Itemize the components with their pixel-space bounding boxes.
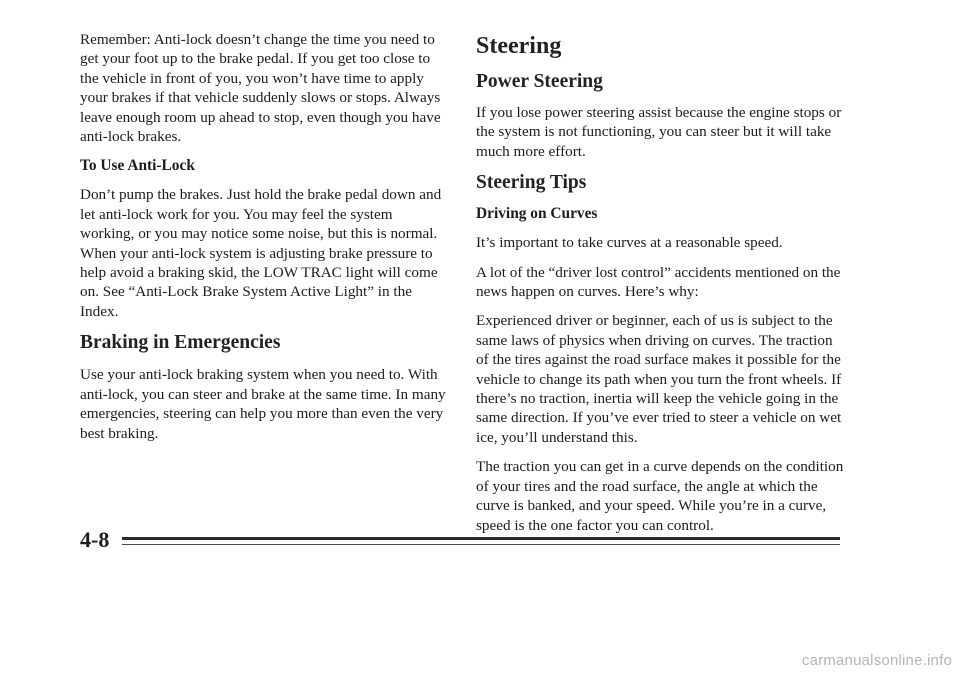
footer-rule-thin	[122, 544, 840, 545]
curves-paragraph-2: A lot of the “driver lost control” accidents mentioned on the news happen on curves. Here’s why:	[476, 263, 841, 301]
curves-paragraph-4: The traction you can get in a curve depends on the condition of your tires and the road surface, the angle at which the curve is banked, and your speed. While you’re in a curve, speed is the one factor you can control.	[476, 458, 844, 534]
power-steering-heading: Power Steering	[476, 71, 603, 92]
site-watermark: carmanualsonline.info	[801, 652, 952, 669]
power-steering-paragraph: If you lose power steering assist because the engine stops or the system is not functioning, you can steer but it will take much more effort.	[476, 104, 842, 160]
driving-on-curves-heading: Driving on Curves	[476, 205, 598, 223]
to-use-anti-lock-heading: To Use Anti-Lock	[80, 157, 195, 175]
left-column	[80, 30, 450, 453]
braking-in-emergencies-heading: Braking in Emergencies	[80, 332, 281, 354]
footer-rule-thick	[122, 537, 840, 540]
steering-tips-heading: Steering Tips	[476, 172, 587, 194]
right-column	[476, 30, 848, 545]
anti-lock-reminder-paragraph: Remember: Anti-lock doesn’t change the time you need to get your foot up to the brake pedal. If you get too close to the vehicle in front of you, you won’t have time to apply your brakes if that vehicle suddenly slows or stops. Always leave enough room up ahead to stop, even though you have anti-lock brakes.	[80, 31, 441, 146]
steering-section-title: Steering	[476, 33, 562, 59]
curves-paragraph-1: It’s important to take curves at a reasonable speed.	[476, 234, 783, 252]
page-number: 4-8	[80, 527, 110, 552]
to-use-anti-lock-paragraph: Don’t pump the brakes. Just hold the brake pedal down and let anti-lock work for you. You may feel the system working, or you may notice some noise, but this is normal. When your anti-lock system is adjusting brake pressure to help avoid a braking skid, the LOW TRAC light will come on. See “Anti-Lock Brake System Active Light” in the Index.	[80, 186, 442, 320]
curves-paragraph-3: Experienced driver or beginner, each of us is subject to the same laws of physics when driving on curves. The traction of the tires against the road surface makes it possible for the vehicle to change its path when you turn the front wheels. If there’s no traction, inertia will keep the vehicle going in the same direction. If you’ve ever tried to steer a vehicle on wet ice, you’ll understand this.	[476, 312, 842, 446]
braking-in-emergencies-paragraph: Use your anti-lock braking system when you need to. With anti-lock, you can steer and brake at the same time. In many emergencies, steering can help you more than even the very best braking.	[80, 366, 446, 442]
